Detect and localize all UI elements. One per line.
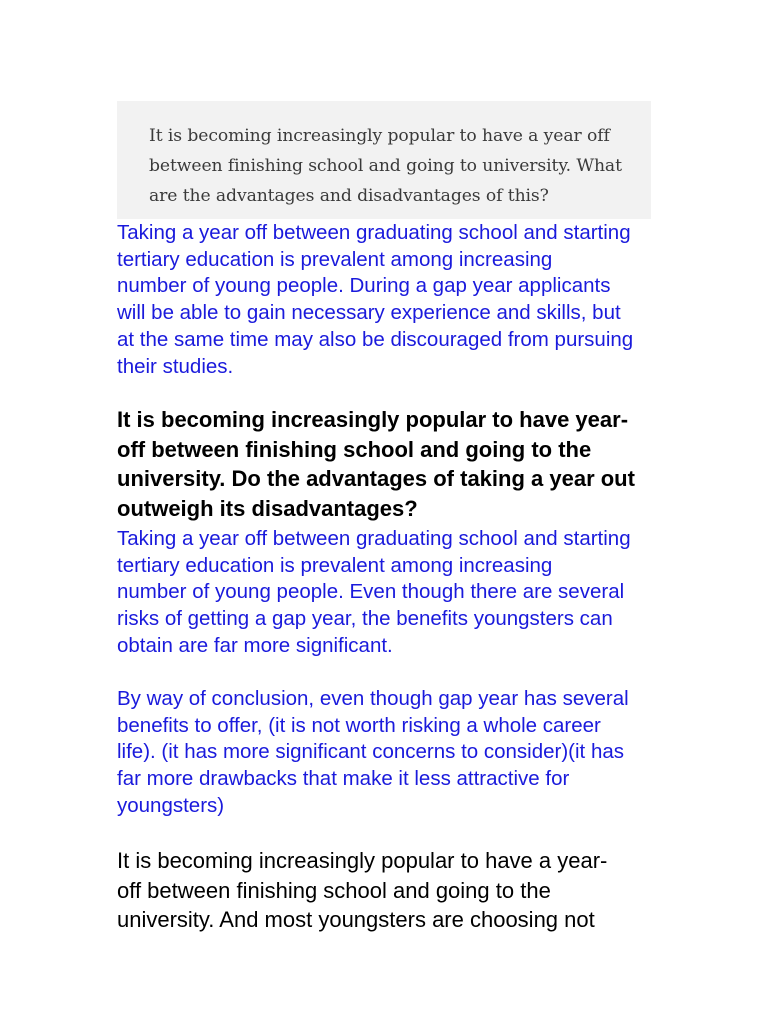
paragraph-line: life). (it has more significant concerns to consider)(it has	[117, 740, 625, 764]
essay-prompt-image	[117, 101, 651, 219]
answer-paragraph-2	[117, 526, 662, 660]
paragraph-line: tertiary education is prevalent among increasing	[117, 553, 553, 577]
heading-line: It is becoming increasingly popular to have year-	[117, 407, 629, 432]
heading-line: off between finishing school and going to the	[117, 436, 592, 462]
conclusion-paragraph	[117, 686, 662, 820]
heading-line: outweigh its disadvantages?	[117, 495, 418, 521]
paragraph-line: number of young people. Even though there are several	[117, 580, 625, 604]
prompt-line: It is becoming increasingly popular to have a year off	[149, 126, 610, 146]
paragraph-line: number of young people. During a gap year applicants	[117, 274, 611, 298]
heading-line: university. Do the advantages of taking a year out	[117, 466, 635, 491]
paragraph-line: benefits to offer, (it is not worth risking a whole career	[117, 713, 601, 737]
paragraph-line: obtain are far more significant.	[117, 633, 393, 657]
paragraph-line: will be able to gain necessary experience and skills, but	[117, 301, 621, 325]
prompt-line: are the advantages and disadvantages of this?	[149, 186, 549, 206]
paragraph-line: far more drawbacks that make it less attractive for	[117, 767, 570, 791]
paragraph-line: off between finishing school and going to the	[117, 877, 551, 903]
paragraph-line: youngsters)	[117, 793, 225, 817]
paragraph-line: their studies.	[117, 354, 234, 378]
essay-question-heading	[117, 405, 662, 523]
paragraph-line: It is becoming increasingly popular to have a year-	[117, 848, 608, 873]
paragraph-line: By way of conclusion, even though gap year has several	[117, 687, 629, 710]
prompt-line: between finishing school and going to university. What	[149, 156, 622, 176]
essay-question-paragraph	[117, 846, 662, 935]
paragraph-line: Taking a year off between graduating school and starting	[117, 221, 631, 244]
paragraph-line: tertiary education is prevalent among increasing	[117, 247, 553, 271]
paragraph-line: university. And most youngsters are choosing not	[117, 907, 595, 933]
paragraph-line: risks of getting a gap year, the benefits youngsters can	[117, 607, 613, 631]
paragraph-line: at the same time may also be discouraged from pursuing	[117, 327, 634, 351]
answer-paragraph-1	[117, 220, 662, 380]
paragraph-line: Taking a year off between graduating school and starting	[117, 527, 631, 550]
